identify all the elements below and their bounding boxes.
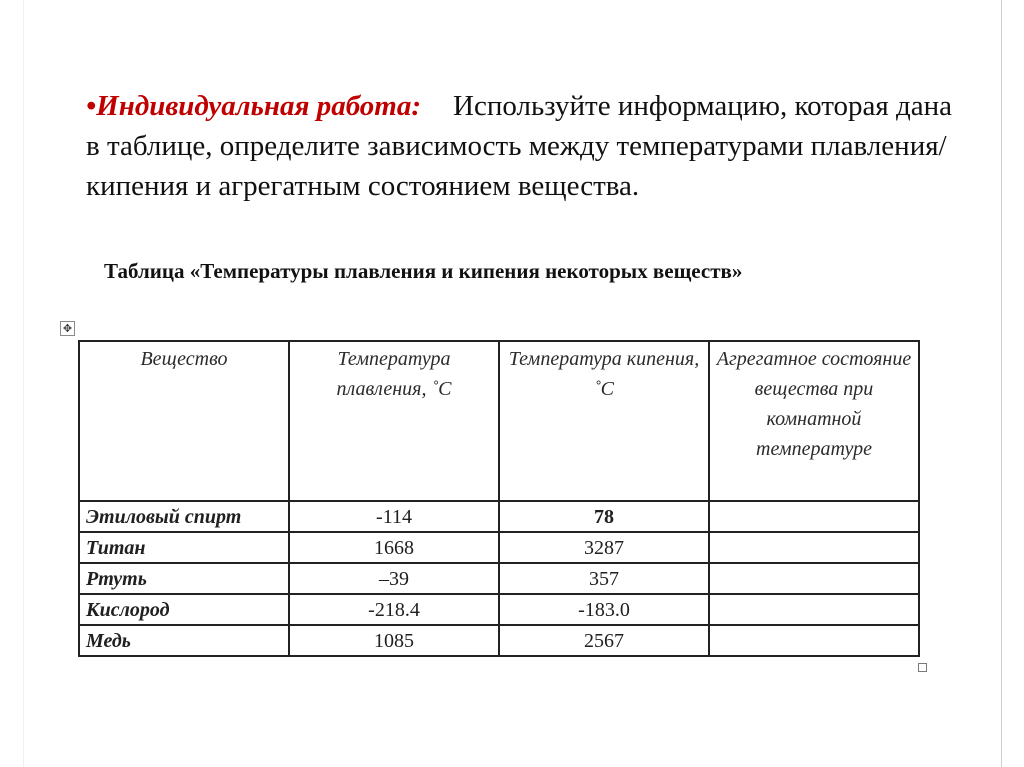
cell-melting: 1085 (289, 625, 499, 656)
header-melting: Температура плавления, ˚С (289, 341, 499, 501)
cell-melting: -218.4 (289, 594, 499, 625)
cell-substance: Этиловый спирт (79, 501, 289, 532)
header-boiling: Температура кипения, ˚С (499, 341, 709, 501)
cell-boiling: 78 (499, 501, 709, 532)
task-description: Используйте информацию, которая дана в таблице, определите зависимость между температурами плавления/кипения и агрегатным состоянием вещества. (86, 90, 952, 202)
cell-substance: Кислород (79, 594, 289, 625)
substances-table (78, 340, 920, 657)
cell-boiling: -183.0 (499, 594, 709, 625)
table-row (79, 563, 919, 594)
table-row (79, 594, 919, 625)
cell-state[interactable] (709, 625, 919, 656)
task-lead (86, 90, 421, 122)
slide-right-border (1001, 0, 1002, 767)
task-text (86, 86, 966, 206)
bullet: • (86, 90, 97, 122)
table-row (79, 625, 919, 656)
cell-boiling: 3287 (499, 532, 709, 563)
resize-handle-icon[interactable] (918, 663, 927, 672)
cell-melting: 1668 (289, 532, 499, 563)
slide-left-border (23, 0, 24, 767)
task-lead-label: Индивидуальная работа: (96, 90, 422, 122)
move-handle-icon[interactable]: ✥ (60, 321, 75, 336)
cell-state[interactable] (709, 501, 919, 532)
cell-melting: -114 (289, 501, 499, 532)
cell-substance: Медь (79, 625, 289, 656)
cell-substance: Титан (79, 532, 289, 563)
table-caption: Таблица «Температуры плавления и кипения некоторых веществ» (104, 259, 743, 283)
table-row (79, 501, 919, 532)
table-header-row (79, 341, 919, 501)
header-substance: Вещество (79, 341, 289, 501)
cell-melting: –39 (289, 563, 499, 594)
table-row (79, 532, 919, 563)
cell-substance: Ртуть (79, 563, 289, 594)
cell-boiling: 2567 (499, 625, 709, 656)
cell-state[interactable] (709, 532, 919, 563)
cell-boiling: 357 (499, 563, 709, 594)
header-state: Агрегатное состояние вещества при комнатной температуре (709, 341, 919, 501)
cell-state[interactable] (709, 594, 919, 625)
cell-state[interactable] (709, 563, 919, 594)
